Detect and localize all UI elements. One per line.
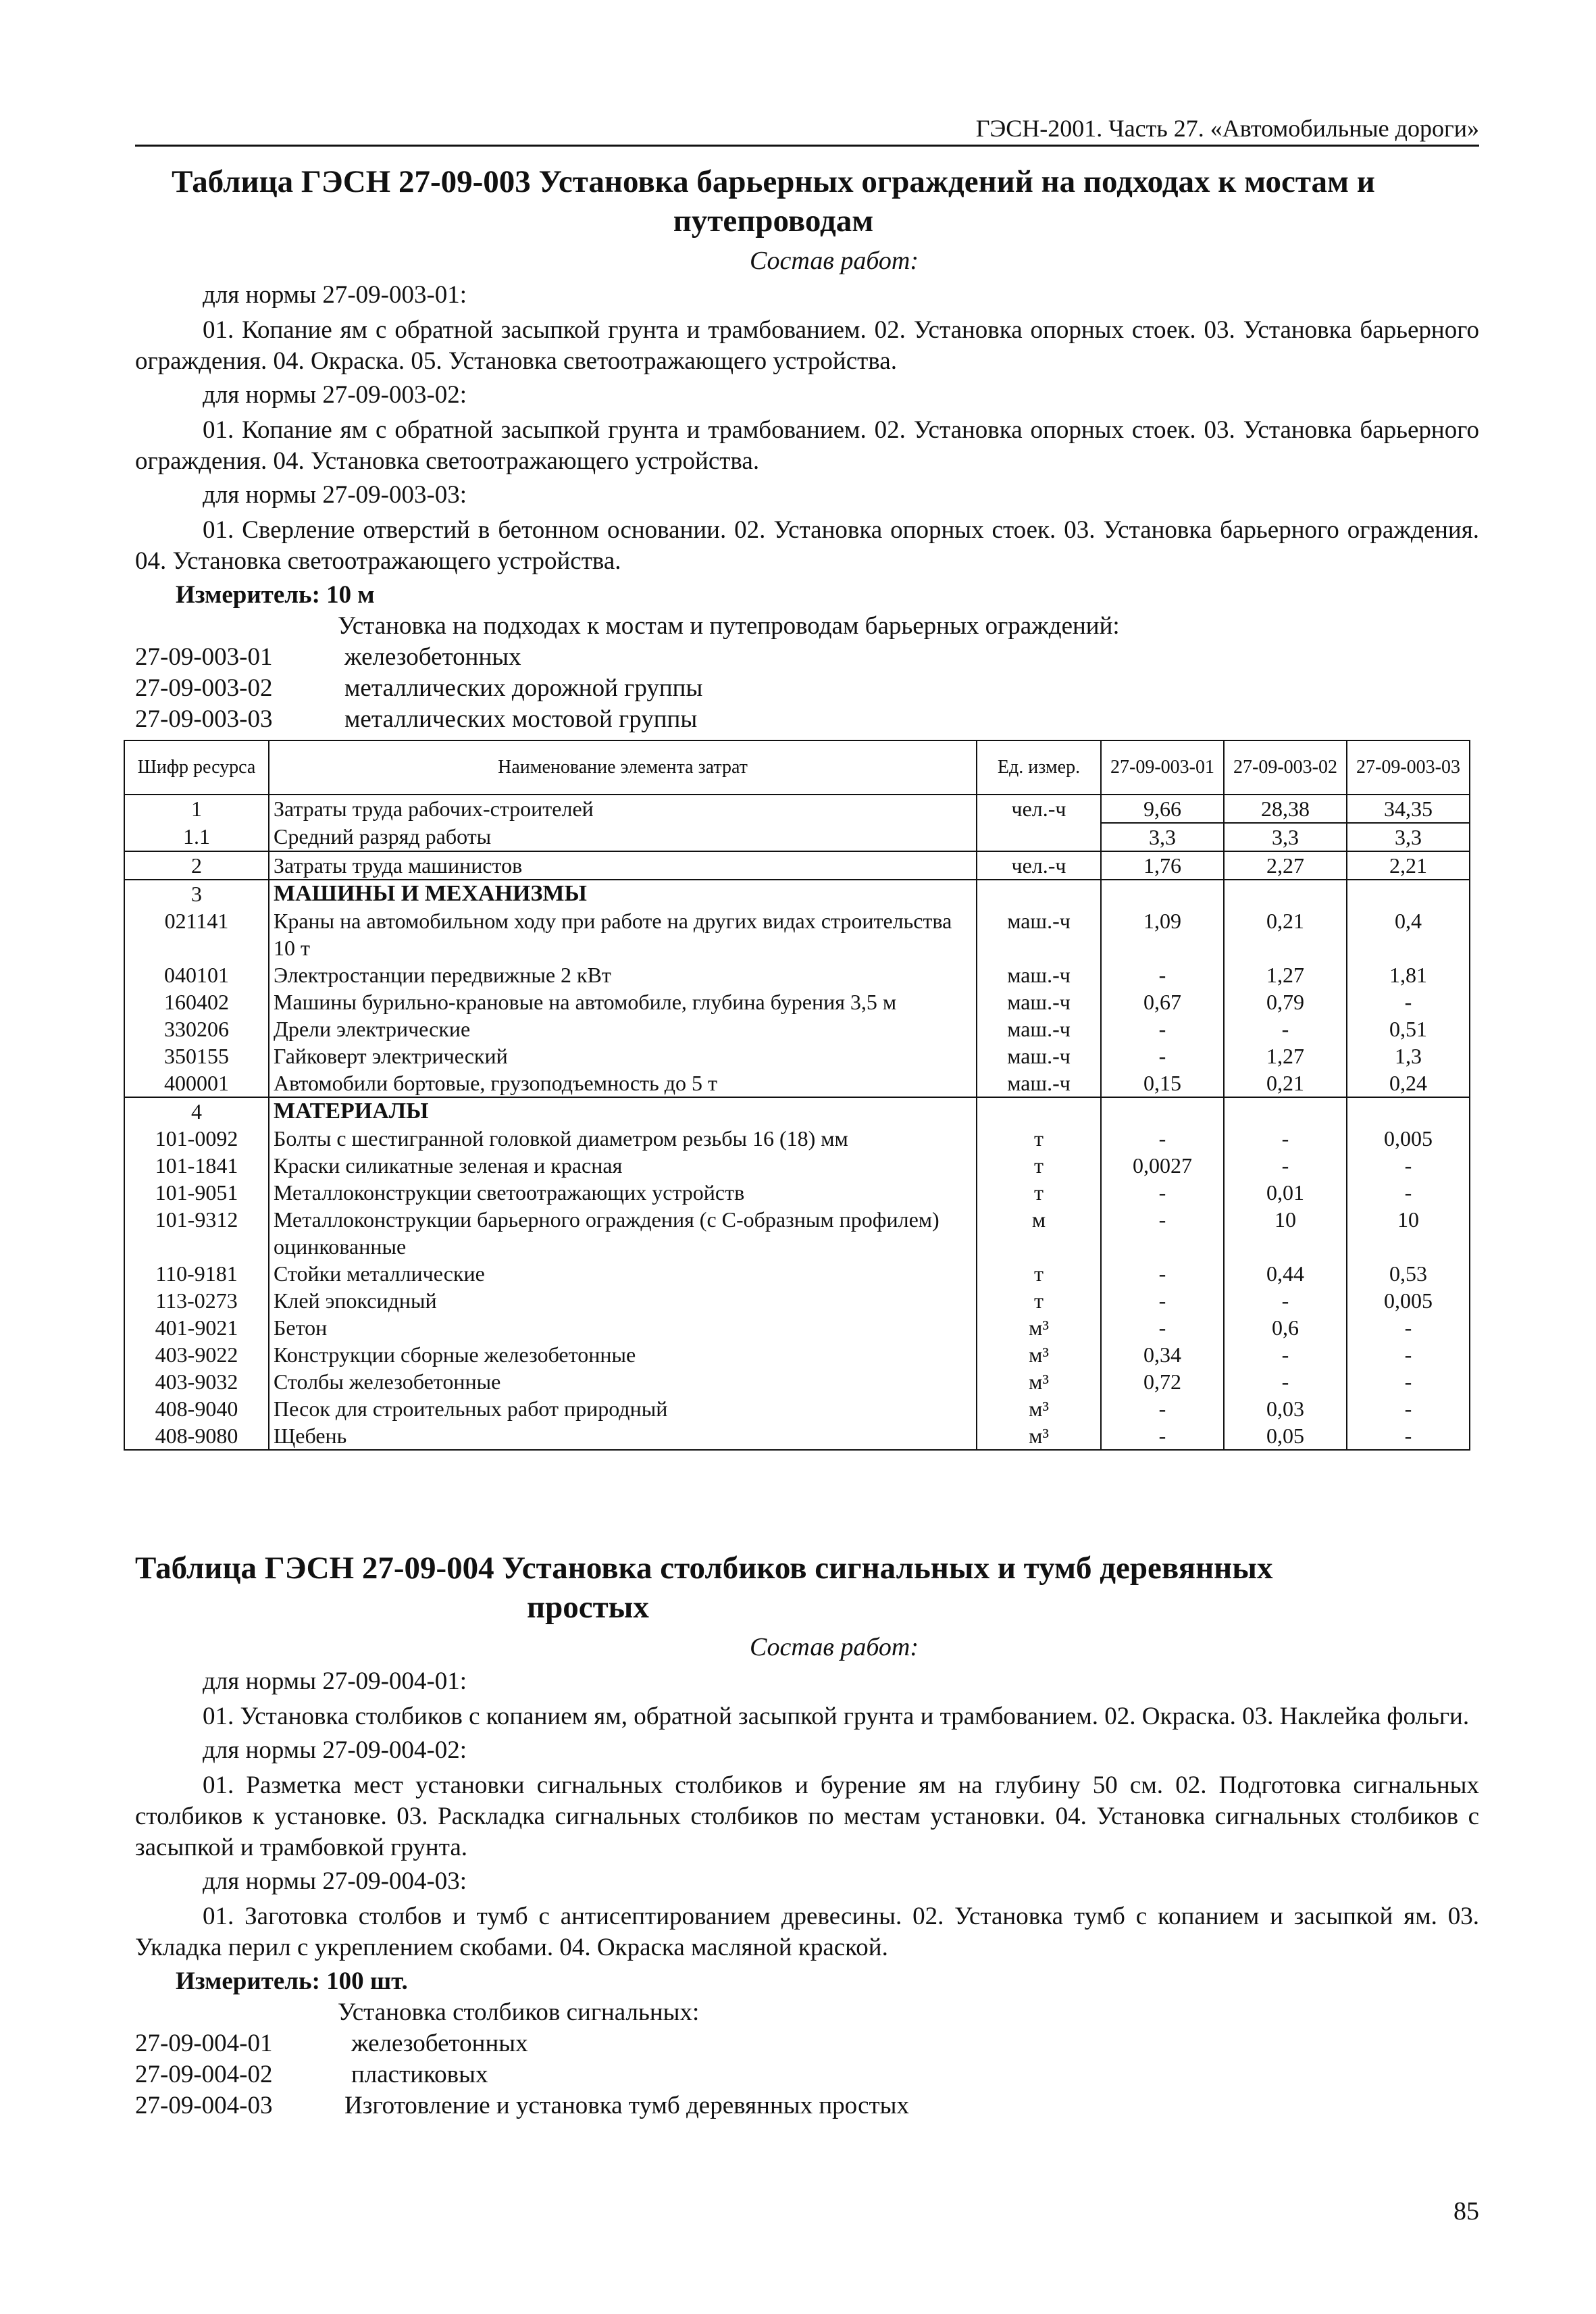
cell-value-3: 0,51 <box>1347 1015 1470 1042</box>
cell-value-3: - <box>1347 1422 1470 1450</box>
cell-value-2: 0,21 <box>1224 907 1347 961</box>
cell-value-2: 2,27 <box>1224 851 1347 880</box>
norm-code: 27-09-003-01 <box>135 643 273 671</box>
composition-heading: Состав работ: <box>749 247 919 275</box>
cell-unit: маш.-ч <box>977 907 1101 961</box>
cell-code: 4 <box>124 1097 269 1125</box>
cell-value-3: - <box>1347 1341 1470 1368</box>
cell-value-3: 0,005 <box>1347 1287 1470 1314</box>
cell-name: Дрели электрические <box>269 1015 977 1042</box>
cell-value-1: - <box>1101 1015 1224 1042</box>
cell-value-1: 0,67 <box>1101 988 1224 1015</box>
cell-unit <box>977 880 1101 907</box>
cell-value-3: 0,24 <box>1347 1070 1470 1097</box>
norm-label: для нормы 27-09-004-02: <box>203 1736 467 1764</box>
cell-value-3: - <box>1347 1152 1470 1179</box>
table-row <box>124 851 1470 880</box>
cell-value-3: 34,35 <box>1347 795 1470 823</box>
cell-value-1: 9,66 <box>1101 795 1224 823</box>
norm-code-row <box>135 704 1479 735</box>
cell-value-1: 3,3 <box>1101 823 1224 851</box>
section-title-line1: Таблица ГЭСН 27-09-004 Установка столбиков сигнальных и тумб деревянных <box>135 1551 1273 1586</box>
cell-unit: т <box>977 1179 1101 1206</box>
norm-text: 01. Заготовка столбов и тумб с антисептированием древесины. 02. Установка тумб с копанием и засыпкой ям. 03. Укладка перил с укреплением скобами. 04. Окраска масляной краской. <box>135 1903 1479 1961</box>
cell-code: 408-9040 <box>124 1395 269 1422</box>
cell-code: 401-9021 <box>124 1314 269 1341</box>
cell-value-1: 1,76 <box>1101 851 1224 880</box>
norm-code: 27-09-004-02 <box>135 2061 273 2088</box>
table-body <box>124 795 1470 1450</box>
header-col2: 27-09-003-02 <box>1224 740 1347 795</box>
table-row <box>124 795 1470 823</box>
cell-value-3: - <box>1347 1314 1470 1341</box>
cell-value-3: - <box>1347 1368 1470 1395</box>
table-row <box>124 1260 1470 1287</box>
norm-code-row <box>135 642 1479 673</box>
table-row <box>124 988 1470 1015</box>
table-row <box>124 907 1470 961</box>
norm-desc: железобетонных <box>344 643 521 671</box>
table-row <box>124 961 1470 988</box>
header-code: Шифр ресурса <box>124 740 269 795</box>
cell-code: 403-9022 <box>124 1341 269 1368</box>
cell-name: Краны на автомобильном ходу при работе на других видах строительства 10 т <box>269 907 977 961</box>
cell-value-3 <box>1347 880 1470 907</box>
cell-value-1: 0,34 <box>1101 1341 1224 1368</box>
table-row <box>124 1395 1470 1422</box>
cell-code: 400001 <box>124 1070 269 1097</box>
norm-text: 01. Копание ям с обратной засыпкой грунта и трамбованием. 02. Установка опорных стоек. 03. Установка барьерного ограждения. 04. Окраска. 05. Установка светоотражающего устройства. <box>135 316 1479 375</box>
cell-unit <box>977 1097 1101 1125</box>
cell-unit: маш.-ч <box>977 1070 1101 1097</box>
cell-value-1: - <box>1101 1422 1224 1450</box>
cell-code: 101-0092 <box>124 1125 269 1152</box>
cell-name: Клей эпоксидный <box>269 1287 977 1314</box>
running-header: ГЭСН-2001. Часть 27. «Автомобильные дороги» <box>975 115 1479 142</box>
section-title-line2: путепроводам <box>673 203 874 238</box>
measure-value: 100 шт. <box>326 1967 408 1995</box>
cell-value-1: - <box>1101 1206 1224 1260</box>
norm-desc: железобетонных <box>351 2030 528 2057</box>
table-row <box>124 1422 1470 1450</box>
cell-unit <box>977 823 1101 851</box>
cell-value-2: - <box>1224 1015 1347 1042</box>
composition-heading: Состав работ: <box>749 1633 919 1661</box>
table-row <box>124 1368 1470 1395</box>
cell-value-2: 10 <box>1224 1206 1347 1260</box>
cell-value-2: 3,3 <box>1224 823 1347 851</box>
norm-code: 27-09-003-02 <box>135 674 273 702</box>
resource-table <box>124 740 1470 1451</box>
cell-name: Гайковерт электрический <box>269 1042 977 1070</box>
cell-code: 021141 <box>124 907 269 961</box>
table-row <box>124 1097 1470 1125</box>
cell-code: 113-0273 <box>124 1287 269 1314</box>
norm-text: 01. Копание ям с обратной засыпкой грунта и трамбованием. 02. Установка опорных стоек. 03. Установка барьерного ограждения. 04. Установка светоотражающего устройства. <box>135 416 1479 475</box>
norm-code-row <box>135 2028 1479 2059</box>
cell-unit: маш.-ч <box>977 1015 1101 1042</box>
cell-code: 1 <box>124 795 269 823</box>
norm-code: 27-09-003-03 <box>135 705 273 733</box>
cell-value-1: 0,15 <box>1101 1070 1224 1097</box>
section-title-line1: Таблица ГЭСН 27-09-003 Установка барьерных ограждений на подходах к мостам и <box>172 164 1375 199</box>
norm-text: 01. Установка столбиков с копанием ям, обратной засыпкой грунта и трамбованием. 02. Окраска. 03. Наклейка фольги. <box>203 1703 1470 1730</box>
cell-name: Машины бурильно-крановые на автомобиле, глубина бурения 3,5 м <box>269 988 977 1015</box>
cell-value-3: 1,81 <box>1347 961 1470 988</box>
page-number: 85 <box>1453 2197 1479 2225</box>
cell-value-2: 0,79 <box>1224 988 1347 1015</box>
cell-value-1: - <box>1101 1125 1224 1152</box>
cell-value-3 <box>1347 1097 1470 1125</box>
measure-label: Измеритель: <box>176 581 320 609</box>
cell-value-2: - <box>1224 1341 1347 1368</box>
norm-desc: металлических мостовой группы <box>344 705 698 733</box>
cell-value-3: 0,4 <box>1347 907 1470 961</box>
table-row <box>124 1070 1470 1097</box>
cell-unit: маш.-ч <box>977 988 1101 1015</box>
table-row <box>124 1042 1470 1070</box>
section-27-09-003 <box>135 162 1479 735</box>
cell-value-2: - <box>1224 1368 1347 1395</box>
cell-code: 330206 <box>124 1015 269 1042</box>
cell-unit: т <box>977 1287 1101 1314</box>
norm-text: 01. Сверление отверстий в бетонном основании. 02. Установка опорных стоек. 03. Установка барьерного ограждения. 04. Установка светоотражающего устройства. <box>135 516 1479 575</box>
table-header-row <box>124 740 1470 795</box>
table-row <box>124 1287 1470 1314</box>
section-27-09-004 <box>135 1549 1479 2121</box>
cell-value-2: 1,27 <box>1224 961 1347 988</box>
cell-value-2: 0,03 <box>1224 1395 1347 1422</box>
cell-name: Песок для строительных работ природный <box>269 1395 977 1422</box>
section-title <box>135 1549 1479 1627</box>
cell-unit: м³ <box>977 1395 1101 1422</box>
cell-unit: т <box>977 1152 1101 1179</box>
cell-code: 160402 <box>124 988 269 1015</box>
cell-value-2: - <box>1224 1287 1347 1314</box>
norm-text: 01. Разметка мест установки сигнальных столбиков и бурение ям на глубину 50 см. 02. Подготовка сигнальных столбиков к установке. 03. Раскладка сигнальных столбиков по местам установки. 04. Установка сигнальных столбиков с засыпкой и трамбовкой грунта. <box>135 1771 1479 1861</box>
norm-subtitle: Установка столбиков сигнальных: <box>338 1998 700 2026</box>
cell-value-1: 1,09 <box>1101 907 1224 961</box>
cell-name: Автомобили бортовые, грузоподъемность до 5 т <box>269 1070 977 1097</box>
cell-name: Металлоконструкции барьерного ограждения (с С-образным профилем) оцинкованные <box>269 1206 977 1260</box>
table-row <box>124 880 1470 907</box>
norm-desc: металлических дорожной группы <box>344 674 703 702</box>
cell-name: Стойки металлические <box>269 1260 977 1287</box>
section-title-line2: простых <box>527 1590 649 1625</box>
cell-value-2: 0,21 <box>1224 1070 1347 1097</box>
cell-unit: м³ <box>977 1314 1101 1341</box>
cell-name: Затраты труда машинистов <box>269 851 977 880</box>
cell-value-1: - <box>1101 1287 1224 1314</box>
norm-label: для нормы 27-09-003-01: <box>203 281 467 309</box>
cell-value-3: - <box>1347 988 1470 1015</box>
cell-name: МАТЕРИАЛЫ <box>269 1097 977 1125</box>
cell-unit: м³ <box>977 1422 1101 1450</box>
table-row <box>124 1015 1470 1042</box>
cell-code: 1.1 <box>124 823 269 851</box>
cell-code: 3 <box>124 880 269 907</box>
norm-code: 27-09-004-03 <box>135 2092 273 2119</box>
measure-label: Измеритель: <box>176 1967 320 1995</box>
table-row <box>124 1179 1470 1206</box>
cell-value-3: 3,3 <box>1347 823 1470 851</box>
table-row <box>124 1152 1470 1179</box>
cell-value-3: 1,3 <box>1347 1042 1470 1070</box>
table-row <box>124 1125 1470 1152</box>
cell-value-1: - <box>1101 961 1224 988</box>
cell-name: Металлоконструкции светоотражающих устройств <box>269 1179 977 1206</box>
norm-code: 27-09-004-01 <box>135 2030 273 2057</box>
cell-value-1: - <box>1101 1314 1224 1341</box>
table-row <box>124 823 1470 851</box>
cell-value-1: 0,0027 <box>1101 1152 1224 1179</box>
cell-name: Затраты труда рабочих-строителей <box>269 795 977 823</box>
cell-unit: м³ <box>977 1368 1101 1395</box>
cell-value-2: 0,44 <box>1224 1260 1347 1287</box>
cell-code: 403-9032 <box>124 1368 269 1395</box>
table-row <box>124 1341 1470 1368</box>
norm-code-row <box>135 2059 1479 2090</box>
header-unit: Ед. измер. <box>977 740 1101 795</box>
cell-value-2: 0,6 <box>1224 1314 1347 1341</box>
header-name: Наименование элемента затрат <box>269 740 977 795</box>
norm-desc: пластиковых <box>351 2061 488 2088</box>
norm-desc: Изготовление и установка тумб деревянных простых <box>344 2092 910 2119</box>
cell-value-2: 28,38 <box>1224 795 1347 823</box>
cell-value-2: - <box>1224 1152 1347 1179</box>
table-row <box>124 1206 1470 1260</box>
cell-value-1: - <box>1101 1042 1224 1070</box>
cell-value-3: - <box>1347 1395 1470 1422</box>
cell-unit: маш.-ч <box>977 961 1101 988</box>
cell-code: 101-9051 <box>124 1179 269 1206</box>
cell-unit: чел.-ч <box>977 795 1101 823</box>
cell-unit: маш.-ч <box>977 1042 1101 1070</box>
cell-value-2: 1,27 <box>1224 1042 1347 1070</box>
table-row <box>124 1314 1470 1341</box>
cell-code: 101-1841 <box>124 1152 269 1179</box>
cell-value-2 <box>1224 1097 1347 1125</box>
norm-label: для нормы 27-09-004-01: <box>203 1667 467 1695</box>
cell-code: 110-9181 <box>124 1260 269 1287</box>
header-col3: 27-09-003-03 <box>1347 740 1470 795</box>
cell-value-3: 0,005 <box>1347 1125 1470 1152</box>
cell-value-3: 0,53 <box>1347 1260 1470 1287</box>
cell-code: 408-9080 <box>124 1422 269 1450</box>
cell-code: 2 <box>124 851 269 880</box>
cell-value-1: - <box>1101 1260 1224 1287</box>
cell-name: Щебень <box>269 1422 977 1450</box>
norm-label: для нормы 27-09-003-02: <box>203 381 467 409</box>
norm-subtitle: Установка на подходах к мостам и путепроводам барьерных ограждений: <box>338 612 1120 640</box>
cell-name: Болты с шестигранной головкой диаметром резьбы 16 (18) мм <box>269 1125 977 1152</box>
cell-value-3: 10 <box>1347 1206 1470 1260</box>
cell-name: Конструкции сборные железобетонные <box>269 1341 977 1368</box>
measure-value: 10 м <box>326 581 375 609</box>
cell-value-1 <box>1101 1097 1224 1125</box>
cell-name: Столбы железобетонные <box>269 1368 977 1395</box>
header-col1: 27-09-003-01 <box>1101 740 1224 795</box>
cell-value-2: - <box>1224 1125 1347 1152</box>
cell-unit: чел.-ч <box>977 851 1101 880</box>
cell-code: 040101 <box>124 961 269 988</box>
measure-line <box>176 580 1479 611</box>
measure-line <box>176 1966 1479 1997</box>
norm-code-row <box>135 673 1479 704</box>
cell-name: Бетон <box>269 1314 977 1341</box>
cell-value-2: 0,05 <box>1224 1422 1347 1450</box>
cell-value-3: - <box>1347 1179 1470 1206</box>
cell-unit: т <box>977 1125 1101 1152</box>
norm-label: для нормы 27-09-003-03: <box>203 481 467 509</box>
header-rule <box>135 145 1479 147</box>
cell-value-2: 0,01 <box>1224 1179 1347 1206</box>
cell-code: 350155 <box>124 1042 269 1070</box>
cell-unit: т <box>977 1260 1101 1287</box>
cell-value-1: 0,72 <box>1101 1368 1224 1395</box>
cell-unit: м <box>977 1206 1101 1260</box>
cell-name: Средний разряд работы <box>269 823 977 851</box>
cell-code: 101-9312 <box>124 1206 269 1260</box>
section-title <box>68 162 1479 241</box>
cell-name: МАШИНЫ И МЕХАНИЗМЫ <box>269 880 977 907</box>
cell-value-1: - <box>1101 1179 1224 1206</box>
norm-code-row <box>135 2090 1479 2121</box>
cell-name: Краски силикатные зеленая и красная <box>269 1152 977 1179</box>
norm-label: для нормы 27-09-004-03: <box>203 1867 467 1895</box>
cell-name: Электростанции передвижные 2 кВт <box>269 961 977 988</box>
cell-value-2 <box>1224 880 1347 907</box>
cell-value-1: - <box>1101 1395 1224 1422</box>
cell-value-3: 2,21 <box>1347 851 1470 880</box>
cell-unit: м³ <box>977 1341 1101 1368</box>
cell-value-1 <box>1101 880 1224 907</box>
